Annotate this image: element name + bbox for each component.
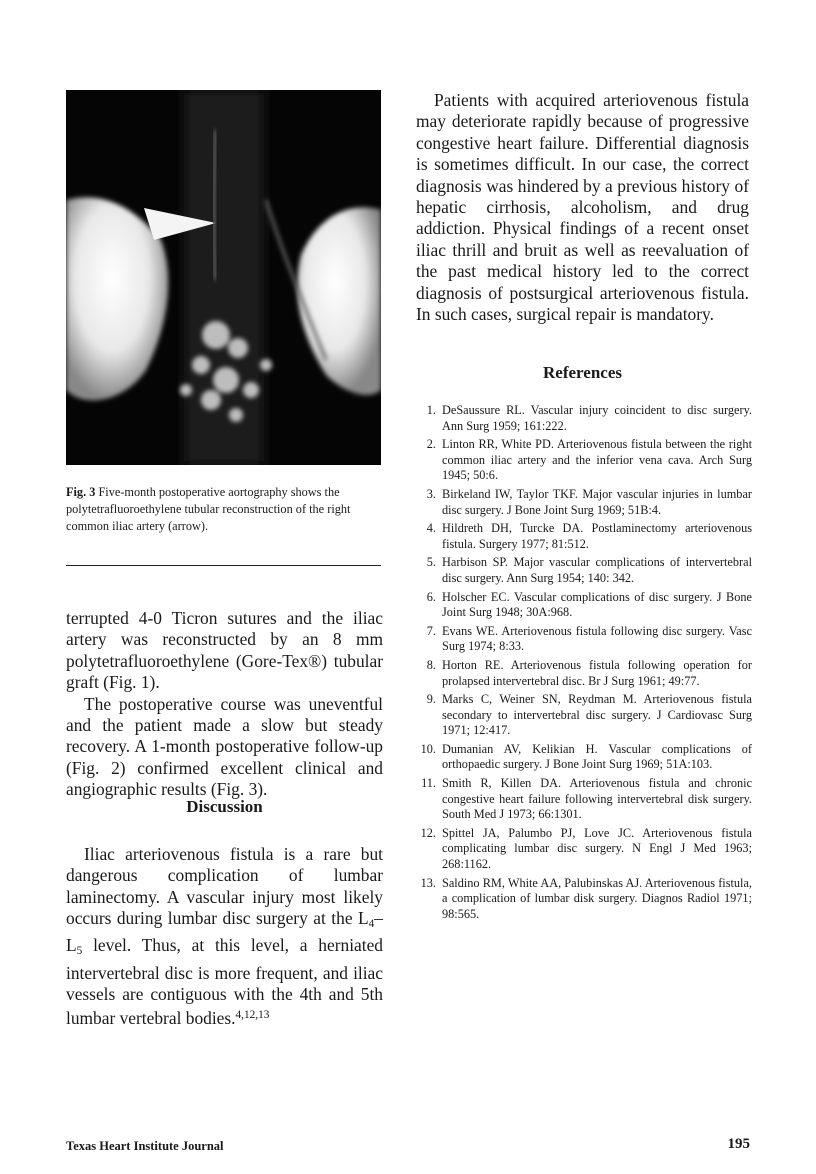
reference-list [416,403,752,925]
reference-item [416,826,752,873]
reference-text: Marks C, Weiner SN, Reydman M. Arteriovenous fistula secondary to intervertebral disc surgery. J Cardiovasc Surg 1971; 12:417. [442,692,752,738]
reference-text: Birkeland IW, Taylor TKF. Major vascular injuries in lumbar disc surgery. J Bone Joint Surg 1969; 51B:4. [442,486,752,517]
dash: – [374,908,383,929]
reference-text: Evans WE. Arteriovenous fistula following disc surgery. Vasc Surg 1974; 8:33. [442,623,752,654]
figure-label: Fig. 3 [66,485,96,499]
reference-item [416,590,752,621]
left-column-body [66,608,383,801]
reference-item [416,555,752,586]
discussion-heading: Discussion [186,797,263,816]
figure-caption-text: Five-month postoperative aortography shows the polytetrafluoroethylene tubular reconstruction of the right common iliac artery (arrow). [66,485,351,533]
reference-number: 2. [426,437,436,452]
reference-text: Holscher EC. Vascular complications of disc surgery. J Bone Joint Surg 1948; 30A:968. [442,589,752,620]
references-heading: References [543,363,622,382]
reference-text: Linton RR, White PD. Arteriovenous fistula between the right common iliac artery and the inferior vena cava. Arch Surg 1945; 50:6. [442,437,752,483]
reference-item [416,437,752,484]
reference-item [416,742,752,773]
body-paragraph: The postoperative course was uneventful and the patient made a slow but steady recovery. A 1-month postoperative follow-up (Fig. 2) confirmed excellent clinical and angiographic results (Fig. 3). [66,693,383,800]
reference-item [416,403,752,434]
reference-text: Hildreth DH, Turcke DA. Postlaminectomy arteriovenous fistula. Surgery 1977; 81:512. [442,521,752,551]
figure-caption [66,484,386,535]
section-divider [66,565,381,566]
aortography-figure [66,90,381,465]
reference-item [416,624,752,655]
journal-name: Texas Heart Institute Journal [66,1139,224,1153]
page-number: 195 [727,1136,750,1152]
reference-number: 13. [420,875,436,890]
reference-number: 11. [421,776,436,791]
reference-number: 8. [426,657,436,672]
reference-item [416,658,752,689]
discussion-text-b: level. Thus, at this level, a herniated intervertebral disc is more frequent, and iliac vessels are contiguous with the 4th and 5th lumbar vertebral bodies. [66,935,383,1029]
discussion-body [66,844,383,1030]
reference-text: Horton RE. Arteriovenous fistula following operation for prolapsed intervertebral disc. Br J Surg 1961; 49:77. [442,657,752,688]
reference-number: 5. [426,555,436,570]
reference-number: 7. [426,623,436,638]
right-column-body [416,90,749,325]
reference-item [416,692,752,739]
reference-text: Dumanian AV, Kelikian H. Vascular complications of orthopaedic surgery. J Bone Joint Surg 1969; 51A:103. [442,741,752,772]
discussion-text-a: Iliac arteriovenous fistula is a rare but dangerous complication of lumbar laminectomy. A vascular injury most likely occurs during lumbar disc surgery at the L [66,844,383,929]
reference-item [416,776,752,823]
body-paragraph: terrupted 4-0 Ticron sutures and the iliac artery was reconstructed by an 8 mm polytetrafluoroethylene (Gore-Tex®) tubular graft (Fig. 1). [66,608,383,693]
reference-text: Smith R, Killen DA. Arteriovenous fistula and chronic congestive heart failure following intervertebral disk surgery. South Med J 1973; 66:1301. [442,776,752,822]
reference-number: 3. [426,486,436,501]
reference-text: DeSaussure RL. Vascular injury coincident to disc surgery. Ann Surg 1959; 161:222. [442,403,752,433]
aortography-image [66,90,381,465]
reference-number: 12. [420,825,436,840]
body-paragraph: Patients with acquired arteriovenous fistula may deteriorate rapidly because of progressive congestive heart failure. Differential diagnosis is sometimes difficult. In our case, the correct diagnosis was hindered by a previous history of hepatic cirrhosis, alcoholism, and drug addiction. Physical findings of a recent onset iliac thrill and bruit as well as reevaluation of the past medical history led to the correct diagnosis of postsurgical arteriovenous fistula. In such cases, surgical repair is mandatory. [416,90,749,325]
reference-item [416,876,752,923]
reference-number: 1. [426,403,436,417]
reference-number: 9. [426,692,436,707]
citation-superscript: 4,12,13 [235,1009,270,1022]
letter-l: L [66,935,77,956]
subscript-5: 5 [76,945,83,958]
reference-number: 4. [426,521,436,536]
reference-text: Harbison SP. Major vascular complications of intervertebral disc surgery. Ann Surg 1954; 140: 342. [442,555,752,585]
reference-number: 6. [426,589,436,604]
reference-text: Spittel JA, Palumbo PJ, Love JC. Arteriovenous fistula complicating lumbar disc surgery. N Engl J Med 1963; 268:1162. [442,825,752,872]
reference-item [416,487,752,518]
reference-number: 10. [420,741,436,756]
reference-item [416,521,752,552]
reference-text: Saldino RM, White AA, Palubinskas AJ. Arteriovenous fistula, a complication of lumbar disk surgery. Diagnos Radiol 1971; 98:565. [442,875,752,921]
discussion-paragraph [66,844,383,1030]
subscript-4: 4 [368,918,375,931]
